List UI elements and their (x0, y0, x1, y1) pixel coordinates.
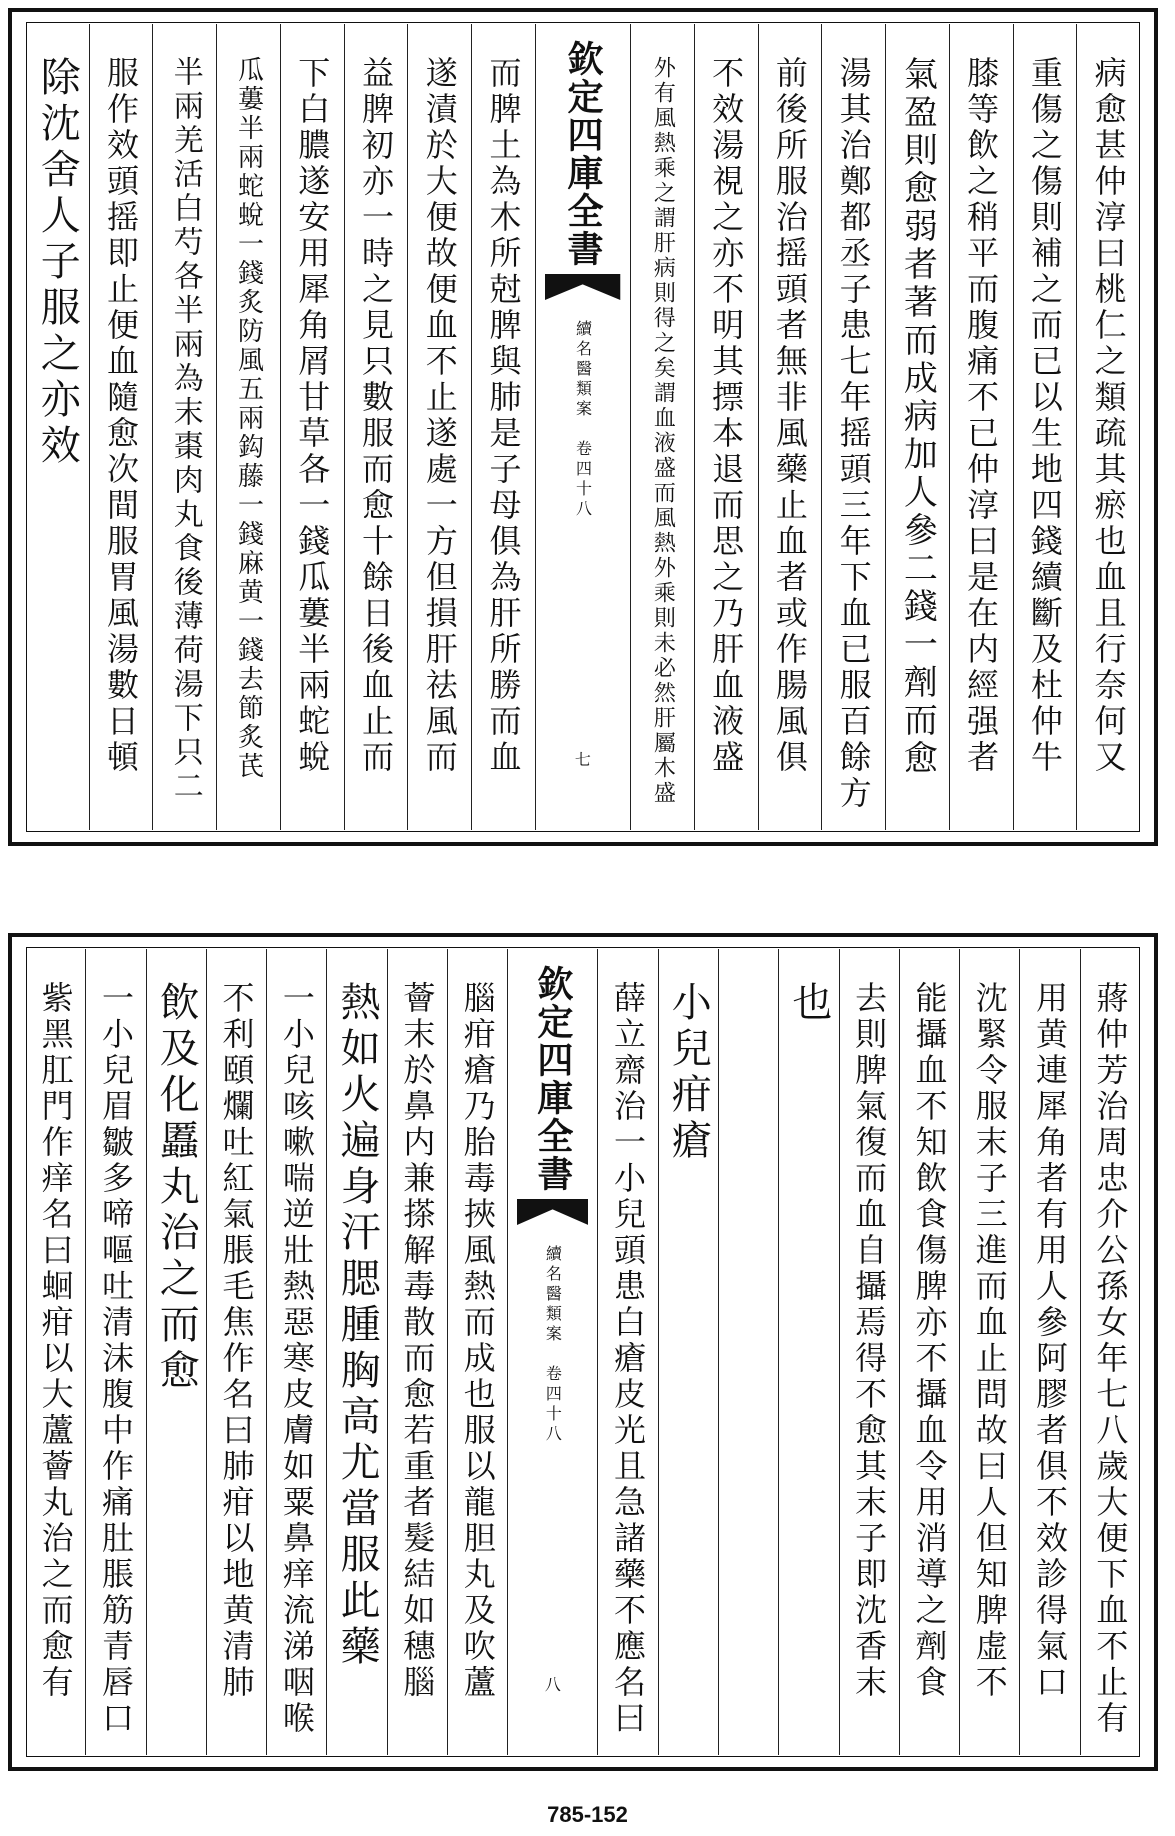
column-text: 紫黑肛門作痒名曰蛔疳以大蘆薈丸治之而愈有 (36, 981, 75, 1701)
column-text: 而脾土為木所尅脾與肺是子母俱為肝所勝而血 (484, 56, 523, 776)
column-text: 遂漬於大便故便血不止遂處一方但損肝祛風而 (420, 56, 459, 776)
text-column (821, 24, 885, 830)
column-text: 一小兒咳嗽喘逆壯熱惡寒皮膚如粟鼻痒流涕咽喉 (277, 981, 316, 1737)
center-fold-column (535, 24, 630, 830)
column-text: 氣盈則愈弱者著而成病加人參二錢一劑而愈 (897, 56, 938, 778)
text-column (407, 24, 471, 830)
book-title: 欽定四庫全書 (531, 965, 574, 1193)
text-column (1080, 949, 1140, 1755)
volume-info: 續名醫類案 卷四十八 (543, 1245, 563, 1445)
column-text: 服作效頭摇即止便血隨愈次間服胃風湯數日頓 (102, 56, 141, 776)
column-text: 膝等飲之稍平而腹痛不已仲淳曰是在内經强者 (962, 56, 1001, 776)
text-column (146, 949, 206, 1755)
text-column (471, 24, 535, 830)
column-text: 也 (785, 981, 832, 1027)
text-column (885, 24, 949, 830)
column-text: 外有風熱乘之謂肝病則得之矣謂血液盛而風熱外乘則未必然肝屬木盛 (650, 56, 676, 806)
text-column (280, 24, 344, 830)
text-column (718, 949, 778, 1755)
text-column (658, 949, 718, 1755)
column-text: 飲及化䘌丸治之而愈 (153, 981, 200, 1395)
column-text: 一小兒眉皺多啼嘔吐清沫腹中作痛肚脹筋青唇口 (96, 981, 135, 1737)
text-column (949, 24, 1013, 830)
text-column (89, 24, 153, 830)
column-text: 腦疳瘡乃胎毒挾風熱而成也服以龍胆丸及吹蘆 (458, 981, 497, 1701)
column-text: 蔣仲芳治周忠介公孫女年七八歲大便下血不止有 (1091, 981, 1130, 1737)
volume-info: 續名醫類案 卷四十八 (573, 320, 593, 520)
text-column (839, 949, 899, 1755)
column-text: 半兩羌活白芍各半兩為末棗肉丸食後薄荷湯下只二 (167, 56, 203, 804)
column-text: 去則脾氣復而血自攝焉得不愈其末子即沈香末 (850, 981, 889, 1701)
text-column (344, 24, 408, 830)
center-fold-column (507, 949, 597, 1755)
text-column (778, 949, 838, 1755)
text-column (206, 949, 266, 1755)
text-column (630, 24, 694, 830)
column-text: 湯其治鄭都丞子患七年摇頭三年下血已服百餘方 (834, 56, 873, 812)
text-column (266, 949, 326, 1755)
leaf-number: 七 (574, 750, 591, 769)
column-text: 熱如火遍身汗腮腫胸高尤當服此藥 (334, 981, 381, 1671)
column-text: 沈緊令服末子三進而血止問故曰人但知脾虚不 (970, 981, 1009, 1701)
page-frame (8, 8, 1158, 846)
column-text: 除沈舍人子服之亦效 (34, 56, 81, 470)
column-text: 小兒疳瘡 (665, 981, 712, 1165)
fishtail-mark (545, 274, 620, 300)
fishtail-mark (517, 1199, 588, 1225)
text-column (694, 24, 758, 830)
text-column (152, 24, 216, 830)
column-text: 病愈甚仲淳曰桃仁之類疏其瘀也血且行奈何又 (1089, 56, 1128, 776)
text-column (899, 949, 959, 1755)
leaf-number: 八 (544, 1675, 561, 1694)
column-text: 重傷之傷則補之而已以生地四錢續斷及杜仲牛 (1025, 56, 1064, 776)
column-text: 下白膿遂安用犀角屑甘草各一錢瓜蔞半兩蛇蛻 (293, 56, 332, 776)
column-text: 前後所服治摇頭者無非風藥止血者或作腸風俱 (770, 56, 809, 776)
text-column (326, 949, 386, 1755)
text-column (387, 949, 447, 1755)
text-column (26, 949, 85, 1755)
page-number: 785-152 (547, 1802, 628, 1827)
text-column (26, 24, 89, 830)
text-column (216, 24, 280, 830)
page-top (0, 0, 1175, 860)
text-column (1013, 24, 1077, 830)
text-column (758, 24, 822, 830)
page-bottom (0, 925, 1175, 1785)
text-column (1019, 949, 1079, 1755)
text-column (597, 949, 657, 1755)
page-frame (8, 933, 1158, 1771)
column-text: 瓜蔞半兩蛇蛻一錢炙防風五兩鈎藤一錢麻黄一錢去節炙芪 (233, 56, 264, 781)
column-text: 薈末於鼻内兼搽解毒散而愈若重者髮結如穗腦 (398, 981, 437, 1701)
text-column (1076, 24, 1140, 830)
column-text: 能攝血不知飲食傷脾亦不攝血令用消導之劑食 (910, 981, 949, 1701)
book-title: 欽定四庫全書 (561, 40, 604, 268)
column-text: 薛立齋治一小兒頭患白瘡皮光且急諸藥不應名曰 (608, 981, 647, 1737)
text-columns (26, 24, 1140, 830)
text-column (85, 949, 145, 1755)
column-text: 不利頤爛吐紅氣脹毛焦作名曰肺疳以地黄清肺 (217, 981, 256, 1701)
column-text: 益脾初亦一時之見只數服而愈十餘日後血止而 (357, 56, 396, 776)
text-column (959, 949, 1019, 1755)
column-text: 用黄連犀角者有用人參阿膠者俱不效診得氣口 (1031, 981, 1070, 1701)
column-text: 不效湯視之亦不明其摽本退而思之乃肝血液盛 (707, 56, 746, 776)
text-column (447, 949, 507, 1755)
text-columns (26, 949, 1140, 1755)
